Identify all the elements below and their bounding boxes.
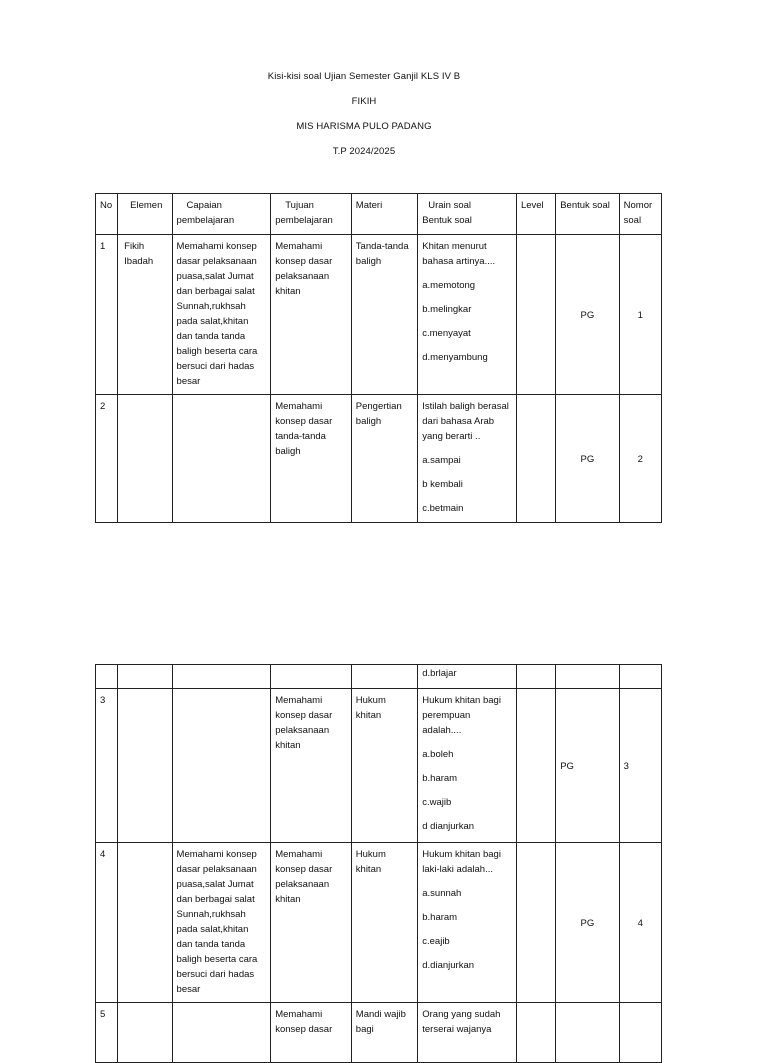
row-urain xyxy=(418,395,517,523)
row-elemen xyxy=(118,1003,172,1063)
row-capaian xyxy=(172,395,271,523)
row-tujuan: Memahami konsep dasar tanda-tanda baligh xyxy=(271,395,352,523)
school-name: MIS HARISMA PULO PADANG xyxy=(296,121,432,132)
answer-option: c.betmain xyxy=(422,503,464,514)
row-elemen xyxy=(118,843,172,1003)
row-elemen xyxy=(118,395,172,523)
row-no: 1 xyxy=(96,235,118,395)
col-elemen xyxy=(118,194,172,235)
row-nomor: 3 xyxy=(619,689,661,843)
row-bentuk: PG xyxy=(556,235,619,395)
row-bentuk xyxy=(556,1003,619,1063)
col-tujuan-label-2: pembelajaran xyxy=(275,215,333,226)
answer-option: b kembali xyxy=(422,479,463,490)
row-urain xyxy=(418,235,517,395)
table-row xyxy=(96,235,662,395)
row-capaian xyxy=(172,689,271,843)
table-row xyxy=(96,843,662,1003)
row-capaian: Memahami konsep dasar pelaksanaan puasa,salat Jumat dan berbagai salat Sunnah,rukhsah pada salat,khitan dan tanda tanda baligh beserta cara bersuci dari hadas besar xyxy=(172,235,271,395)
row-urain xyxy=(418,689,517,843)
row-no: 2 xyxy=(96,395,118,523)
row-tujuan: Memahami konsep dasar pelaksanaan khitan xyxy=(271,689,352,843)
col-urain-label: Urain soal xyxy=(428,200,472,211)
table-row xyxy=(96,395,662,523)
answer-option: d.dianjurkan xyxy=(422,960,475,971)
answer-option: d.menyambung xyxy=(422,352,488,363)
table-row xyxy=(96,1003,662,1063)
row-level xyxy=(516,395,555,523)
answer-option: a.boleh xyxy=(422,749,454,760)
answer-option: b.haram xyxy=(422,773,458,784)
col-urain-label-2: Bentuk soal xyxy=(422,215,472,226)
row-nomor: 1 xyxy=(619,235,661,395)
col-urain xyxy=(418,194,517,235)
row-materi xyxy=(351,665,417,689)
question-text: Orang yang sudah terserai wajanya xyxy=(418,1003,517,1063)
col-nomor-label-2: soal xyxy=(623,215,642,226)
answer-option: c.wajib xyxy=(422,797,452,808)
question-text: Istilah baligh berasal dari bahasa Arab yang berarti .. xyxy=(422,401,509,442)
row-materi: Mandi wajib bagi xyxy=(351,1003,417,1063)
document-title: Kisi-kisi soal Ujian Semester Ganjil KLS IV B xyxy=(267,71,461,82)
row-tujuan: Memahami konsep dasar pelaksanaan khitan xyxy=(271,235,352,395)
col-capaian-label: Capaian xyxy=(186,200,222,211)
col-tujuan-label: Tujuan xyxy=(285,200,314,211)
answer-option: d dianjurkan xyxy=(422,821,475,832)
answer-option: a.sunnah xyxy=(422,888,462,899)
row-elemen: Fikih Ibadah xyxy=(118,235,172,395)
row-capaian: Memahami konsep dasar pelaksanaan puasa,salat Jumat dan berbagai salat Sunnah,rukhsah pada salat,khitan dan tanda tanda baligh beserta cara bersuci dari hadas besar xyxy=(172,843,271,1003)
row-bentuk: PG xyxy=(556,689,619,843)
col-bentuk-label: Bentuk soal xyxy=(560,200,610,211)
school-year: T.P 2024/2025 xyxy=(332,146,396,157)
row-no: 4 xyxy=(96,843,118,1003)
row-level xyxy=(516,1003,555,1063)
row-no: 3 xyxy=(96,689,118,843)
answer-option: c.menyayat xyxy=(422,328,471,339)
row-no: 5 xyxy=(96,1003,118,1063)
subject-title: FIKIH xyxy=(351,96,377,107)
row-no xyxy=(96,665,118,689)
col-no xyxy=(96,194,118,235)
col-bentuk xyxy=(556,194,619,235)
answer-option: b.melingkar xyxy=(422,304,472,315)
row-level xyxy=(516,235,555,395)
answer-option: d.brlajar xyxy=(418,665,517,689)
col-level xyxy=(516,194,555,235)
row-elemen xyxy=(118,665,172,689)
row-urain xyxy=(418,843,517,1003)
row-tujuan: Memahami konsep dasar pelaksanaan khitan xyxy=(271,843,352,1003)
col-no-label: No xyxy=(100,200,113,211)
col-elemen-label: Elemen xyxy=(130,200,163,211)
row-materi: Hukum khitan xyxy=(351,843,417,1003)
row-elemen xyxy=(118,689,172,843)
row-nomor xyxy=(619,1003,661,1063)
col-materi xyxy=(351,194,417,235)
col-nomor xyxy=(619,194,661,235)
kisi-kisi-table-page2 xyxy=(95,664,662,1063)
row-capaian xyxy=(172,1003,271,1063)
row-bentuk xyxy=(556,665,619,689)
row-nomor: 4 xyxy=(619,843,661,1003)
row-materi: Tanda-tanda baligh xyxy=(351,235,417,395)
col-capaian-label-2: pembelajaran xyxy=(176,215,235,226)
row-bentuk: PG xyxy=(556,395,619,523)
row-capaian xyxy=(172,665,271,689)
col-level-label: Level xyxy=(520,200,544,211)
table-row-continuation xyxy=(96,665,662,689)
row-level xyxy=(516,689,555,843)
question-text: Hukum khitan bagi perempuan adalah.... xyxy=(422,695,501,736)
row-tujuan xyxy=(271,665,352,689)
row-bentuk: PG xyxy=(556,843,619,1003)
row-level xyxy=(516,843,555,1003)
col-tujuan xyxy=(271,194,352,235)
row-tujuan: Memahami konsep dasar xyxy=(271,1003,352,1063)
col-nomor-label: Nomor xyxy=(623,200,653,211)
col-capaian xyxy=(172,194,271,235)
row-nomor xyxy=(619,665,661,689)
answer-option: a.sampai xyxy=(422,455,461,466)
answer-option: b.haram xyxy=(422,912,458,923)
row-nomor: 2 xyxy=(619,395,661,523)
question-text: Hukum khitan bagi laki-laki adalah... xyxy=(422,849,501,875)
kisi-kisi-table-page1 xyxy=(95,193,662,523)
answer-option: a.memotong xyxy=(422,280,476,291)
row-materi: Pengertian baligh xyxy=(351,395,417,523)
table-row xyxy=(96,689,662,843)
answer-option: c.eajib xyxy=(422,936,450,947)
col-materi-label: Materi xyxy=(355,200,383,211)
table-header-row xyxy=(96,194,662,235)
row-level xyxy=(516,665,555,689)
question-text: Khitan menurut bahasa artinya.... xyxy=(422,241,496,267)
row-materi: Hukum khitan xyxy=(351,689,417,843)
